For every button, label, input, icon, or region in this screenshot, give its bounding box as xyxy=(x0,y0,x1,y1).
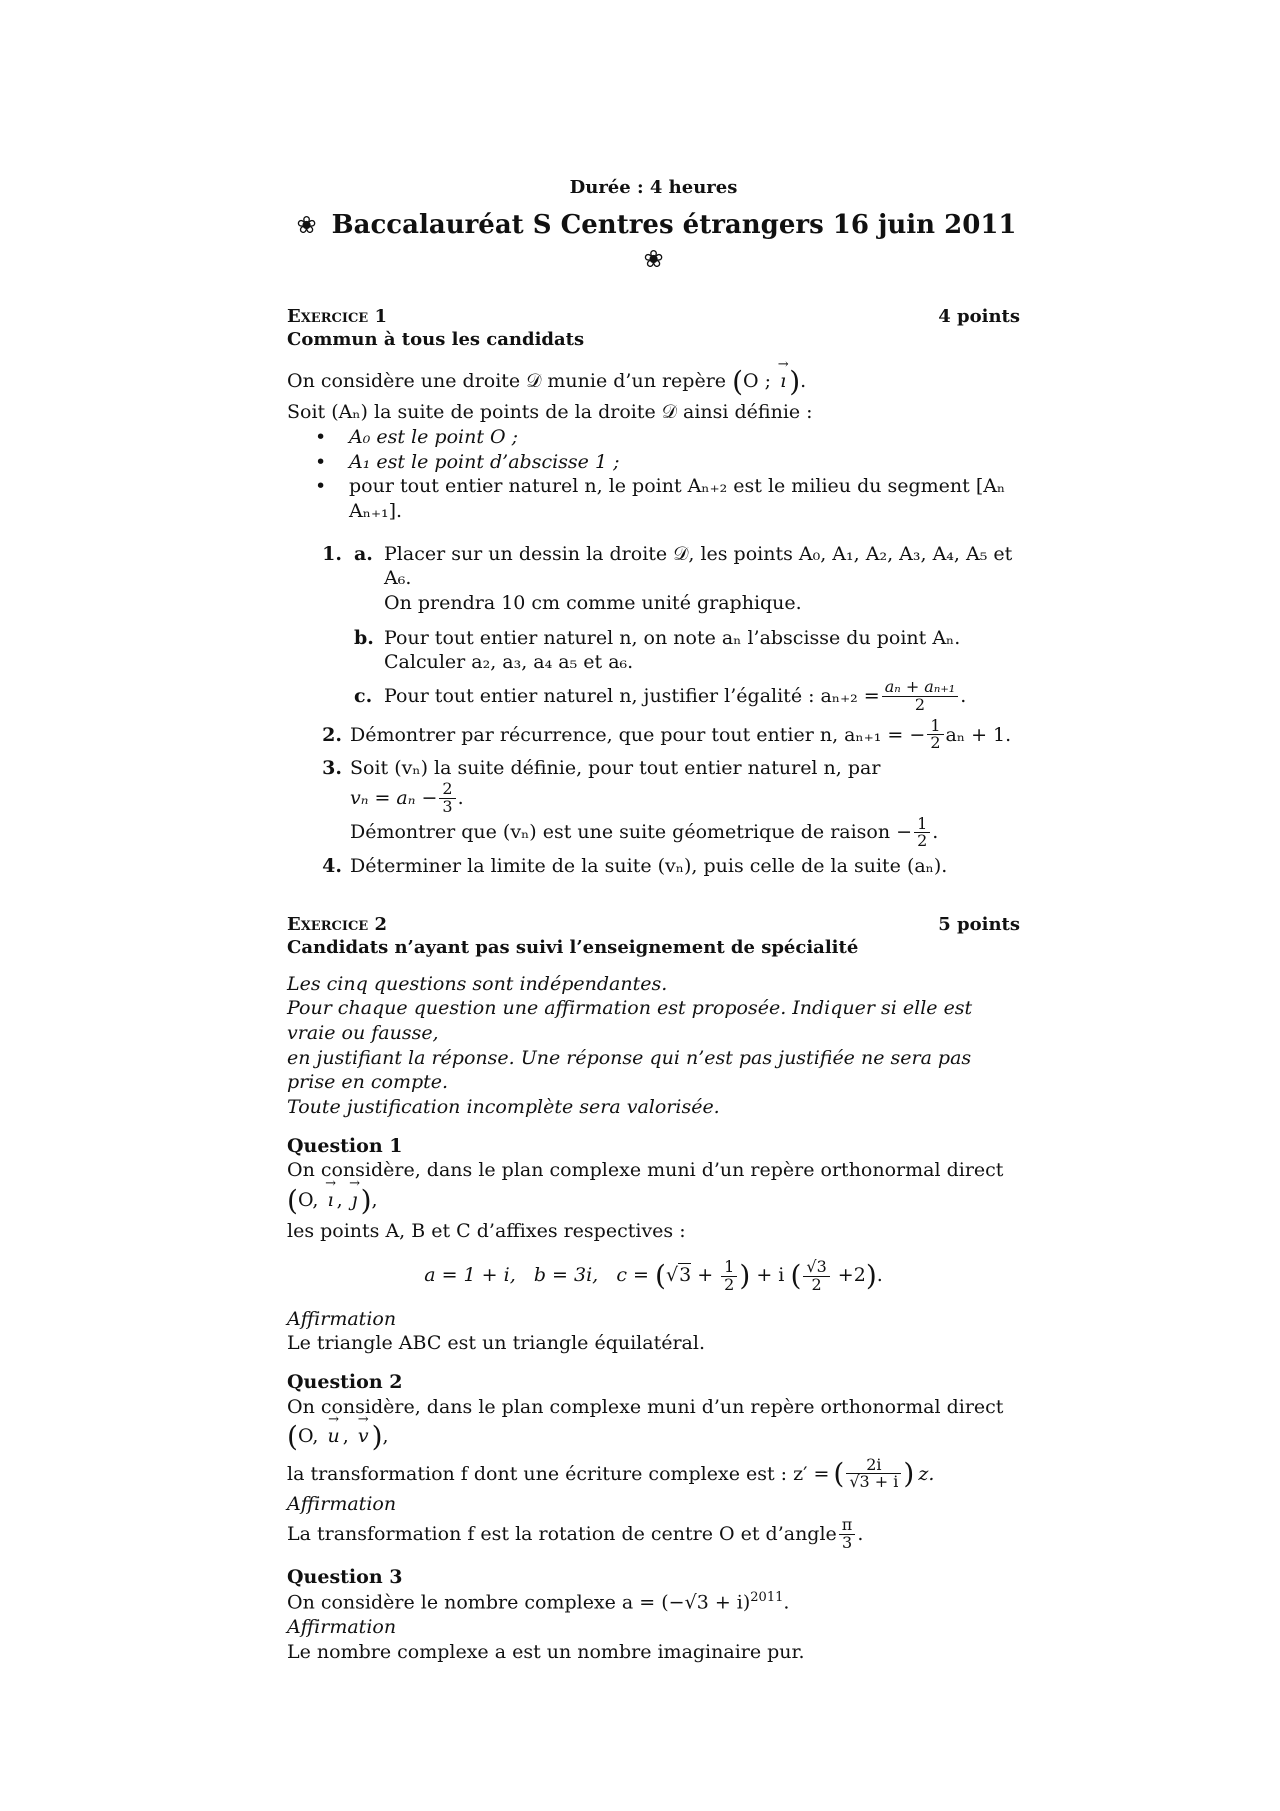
question-1a-line-2: On prendra 10 cm comme unité graphique. xyxy=(384,591,802,614)
question-1-affirmation: Le triangle ABC est un triangle équilatéral. xyxy=(287,1332,705,1355)
list-item: • A₁ est le point d’abscisse 1 ; xyxy=(315,450,620,473)
question-1-formula: a = 1 + i, b = 3i, c = (√3 + $\frac{1}{2}$ ) + i ( $\frac{√3}{2}$ +2). xyxy=(424,1257,883,1294)
question-3-text: On considère le nombre complexe $a = (-√3 + i)^{2011}$. xyxy=(287,1590,790,1614)
fraction: $\frac{\text{aₙ + aₙ₊₁}}{2}$ xyxy=(882,679,958,714)
exercise-1-points: 4 points xyxy=(938,305,1020,327)
vector-i: → ı xyxy=(777,369,789,394)
title-text: Baccalauréat S Centres étrangers 16 juin 2011 xyxy=(331,210,1017,241)
list-item: • pour tout entier naturel n, le point Aₙ₊₂ est le milieu du segment [Aₙ Aₙ₊₁]. xyxy=(315,475,1006,522)
question-3-title: Question 3 xyxy=(287,1566,403,1589)
question-1a: 1. a. Placer sur un dessin la droite 𝒟, les points A₀, A₁, A₂, A₃, A₄, A₅ et A₆. xyxy=(322,542,1013,590)
question-1b: b. Pour tout entier naturel n, on note aₙ l’abscisse du point Aₙ. xyxy=(354,626,961,649)
question-2-affirmation-label: Affirmation xyxy=(287,1493,397,1516)
ornament-left-icon: ❀ xyxy=(296,211,317,240)
question-1c: c. Pour tout entier naturel n, justifier l’égalité : aₙ₊₂ = $\frac{\text{aₙ + aₙ₊₁}}{2}$ . xyxy=(354,677,967,714)
exercise-1-intro-line-1: On considère une droite 𝒟 munie d’un repère (O ; → ı ). xyxy=(287,364,1020,400)
exercise-2-points: 5 points xyxy=(938,913,1020,935)
question-1-affirmation-label: Affirmation xyxy=(287,1307,397,1330)
question-1-text: On considère, dans le plan complexe muni d’un repère orthonormal direct (O, → ı , → ȷ ), xyxy=(287,1158,1020,1219)
question-1-text-2: les points A, B et C d’affixes respectives : xyxy=(287,1220,686,1243)
exercise-1-subtitle: Commun à tous les candidats xyxy=(287,329,585,351)
exercise-2-label: Exercice 2 xyxy=(287,913,387,935)
fraction: $\frac{1}{2}$ xyxy=(914,816,930,851)
document-page xyxy=(287,176,1020,1664)
exercise-1-header xyxy=(287,305,1020,328)
question-1-title: Question 1 xyxy=(287,1134,403,1157)
question-4: 4. Déterminer la limite de la suite (vₙ), puis celle de la suite (aₙ). xyxy=(322,855,948,878)
question-3-line-2: Démontrer que (vₙ) est une suite géometrique de raison − $\frac{1}{2}$ . xyxy=(350,813,939,851)
ornament-right-icon: ❀ xyxy=(643,245,664,274)
vector-v: → v xyxy=(355,1424,372,1449)
fraction: $\frac{2}{3}$ xyxy=(439,781,455,816)
fraction: $\frac{1}{2}$ xyxy=(927,718,943,753)
exercise-2-header xyxy=(287,913,1020,936)
question-2-title: Question 2 xyxy=(287,1370,403,1393)
vector-j: → ȷ xyxy=(349,1188,361,1213)
question-1b-line-2: Calculer a₂, a₃, a₄ a₅ et a₆. xyxy=(384,651,634,674)
exercise-2-intro: Les cinq questions sont indépendantes. Pour chaque question une affirmation est proposée. Indiquer si elle est vraie ou fausse, en justifiant la réponse. Une réponse qui n’est pas justifiée ne sera pas prise en compte. Toute justification incomplète sera valorisée. xyxy=(287,972,973,1118)
question-3-affirmation-label: Affirmation xyxy=(287,1616,397,1639)
exercise-1-intro-line-2: Soit (Aₙ) la suite de points de la droite 𝒟 ainsi définie : xyxy=(287,401,813,424)
question-2-text: On considère, dans le plan complexe muni d’un repère orthonormal direct (O, → u , → v ), xyxy=(287,1395,1020,1456)
question-2: 2. Démontrer par récurrence, que pour tout entier n, aₙ₊₁ = − $\frac{1}{2}$ aₙ + 1. xyxy=(322,715,1012,753)
exercise-2-subtitle: Candidats n’ayant pas suivi l’enseignement de spécialité xyxy=(287,937,859,959)
question-2-affirmation: La transformation f est la rotation de centre O et d’angle $\frac{\pi}{3}$ . xyxy=(287,1514,864,1552)
question-3: 3. Soit (vₙ) la suite définie, pour tout entier naturel n, par xyxy=(322,757,881,780)
vector-i: → ı xyxy=(325,1188,337,1213)
question-3-definition: vₙ = aₙ − $\frac{2}{3}$ . xyxy=(350,778,464,816)
list-item: • A₀ est le point O ; xyxy=(315,425,519,448)
question-3-affirmation: Le nombre complexe a est un nombre imaginaire pur. xyxy=(287,1640,805,1663)
question-2-transformation: la transformation f dont une écriture complexe est : z′ = ( $\frac{2i}{√3 + i}$ ) z. xyxy=(287,1454,935,1492)
document-title xyxy=(287,209,1020,277)
duration-line: Durée : 4 heures xyxy=(569,177,738,198)
vector-u: → u xyxy=(325,1424,343,1449)
exercise-1-label: Exercice 1 xyxy=(287,305,387,327)
